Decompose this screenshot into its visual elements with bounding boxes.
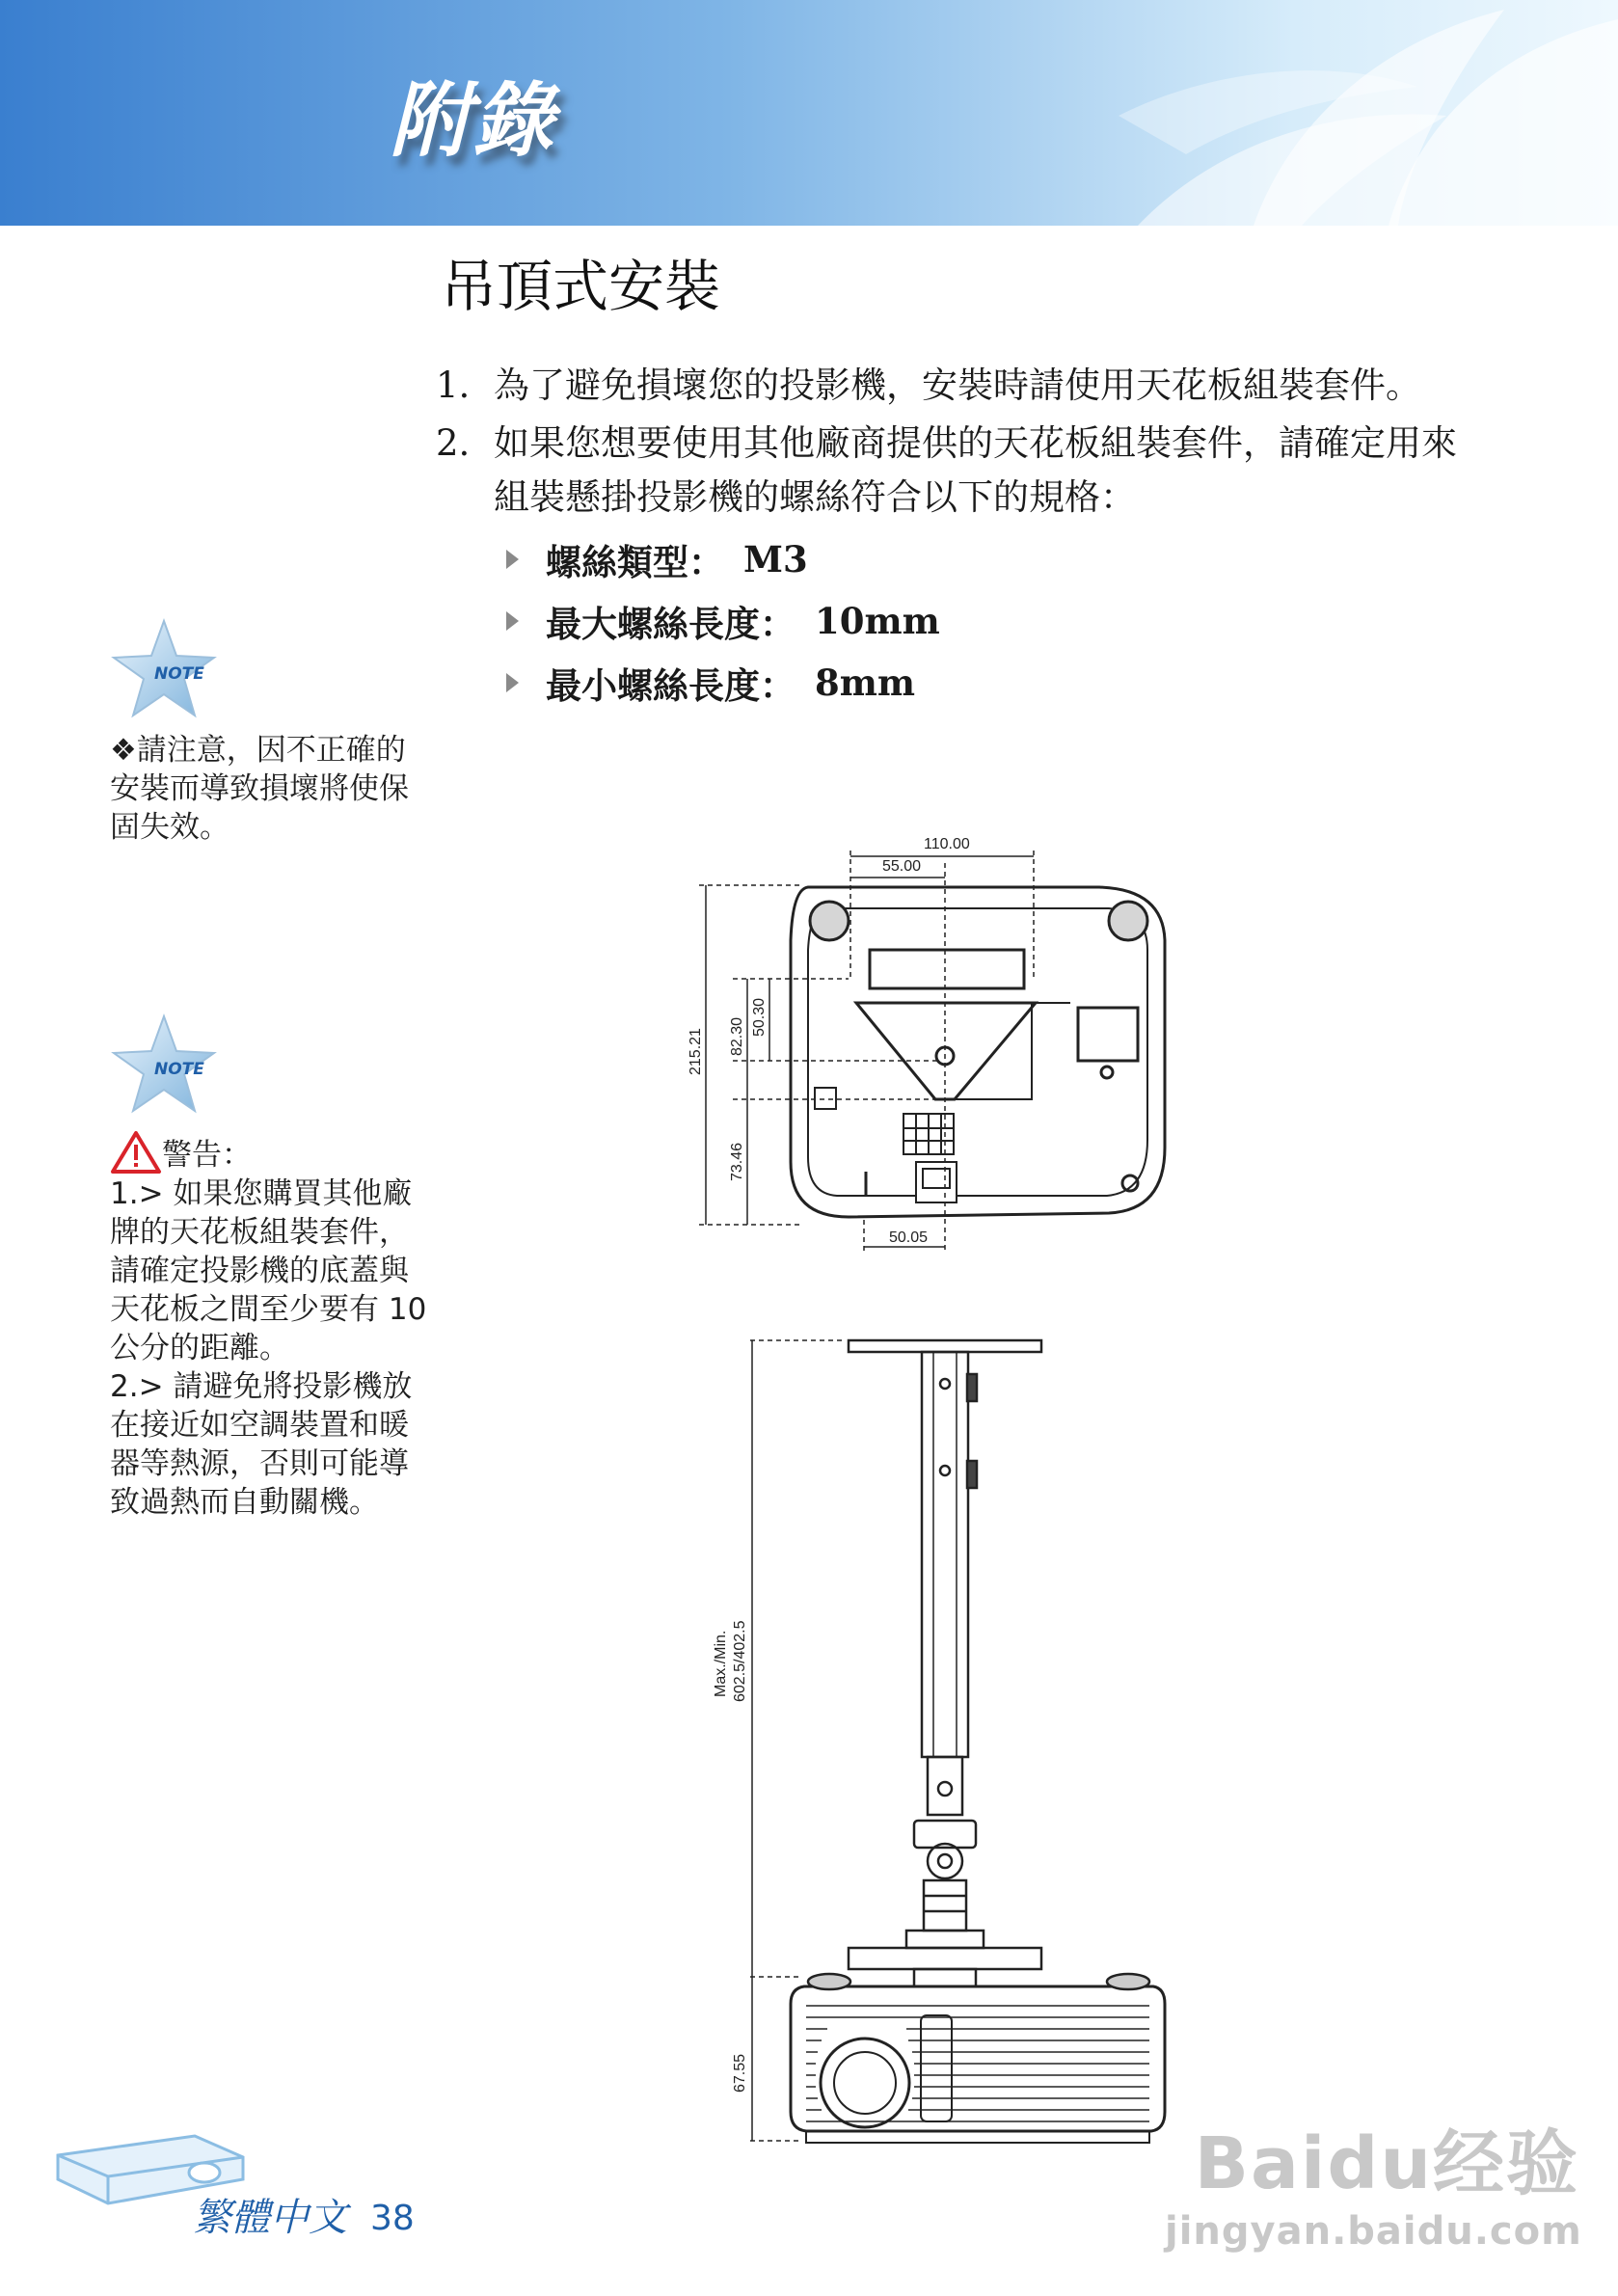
dimension-label: 50.05 (889, 1229, 929, 1246)
spec-value: M3 (743, 538, 808, 581)
spec-label: 最小螺絲長度： (546, 665, 796, 707)
list-text: 為了避免損壞您的投影機，安裝時請使用天花板組裝套件。 (494, 365, 1421, 406)
dimension-label: 82.30 (729, 1016, 745, 1056)
dimension-label: 110.00 (924, 836, 970, 852)
section-title: 附錄 (390, 73, 556, 168)
page-title: 吊頂式安裝 (441, 254, 721, 319)
note-text: ❖請注意，因不正確的安裝而導致損壞將使保固失效。 (110, 733, 409, 845)
watermark-sub: jingyan.baidu.com (1165, 2209, 1582, 2254)
dimension-label: 73.46 (729, 1142, 745, 1181)
dimension-label: Max./Min. (713, 1630, 729, 1697)
dimension-label: 50.30 (751, 997, 768, 1037)
projector-bottom-view (791, 887, 1165, 1217)
note-label: NOTE (154, 1060, 204, 1079)
list-text: 如果您想要使用其他廠商提供的天花板組裝套件，請確定用來組裝懸掛投影機的螺絲符合以下的規格： (494, 422, 1457, 518)
dimension-lines-bottom (750, 1340, 844, 2141)
footer-language: 繁體中文 (193, 2196, 347, 2240)
spec-label: 最大螺絲長度： (546, 604, 796, 645)
watermark (1165, 2107, 1582, 2254)
spec-value: 10mm (815, 600, 940, 642)
list-number: 2. (436, 422, 471, 464)
warning-title: 警告： (162, 1138, 252, 1173)
dimension-arrows (706, 856, 1034, 1247)
page-number: 38 (370, 2199, 415, 2238)
note-label: NOTE (154, 664, 204, 684)
spec-label: 螺絲類型： (546, 542, 724, 583)
warning-item: 2.> 請避免將投影機放在接近如空調裝置和暖器等熱源，否則可能導致過熱而自動關機。 (110, 1369, 413, 1520)
dimension-label: 67.55 (732, 2053, 748, 2093)
dimension-label: 215.21 (688, 1028, 704, 1075)
dimension-label: 602.5/402.5 (732, 1620, 748, 1702)
dimension-label: 55.00 (882, 858, 922, 875)
list-number: 1. (436, 365, 471, 406)
watermark-main: Baidu经验 (1194, 2122, 1579, 2205)
ceiling-mount-side-view (791, 1340, 1165, 2143)
spec-value: 8mm (815, 662, 916, 704)
warning-item: 1.> 如果您購買其他廠牌的天花板組裝套件，請確定投影機的底蓋與天花板之間至少要有 10 公分的距離。 (110, 1176, 427, 1365)
